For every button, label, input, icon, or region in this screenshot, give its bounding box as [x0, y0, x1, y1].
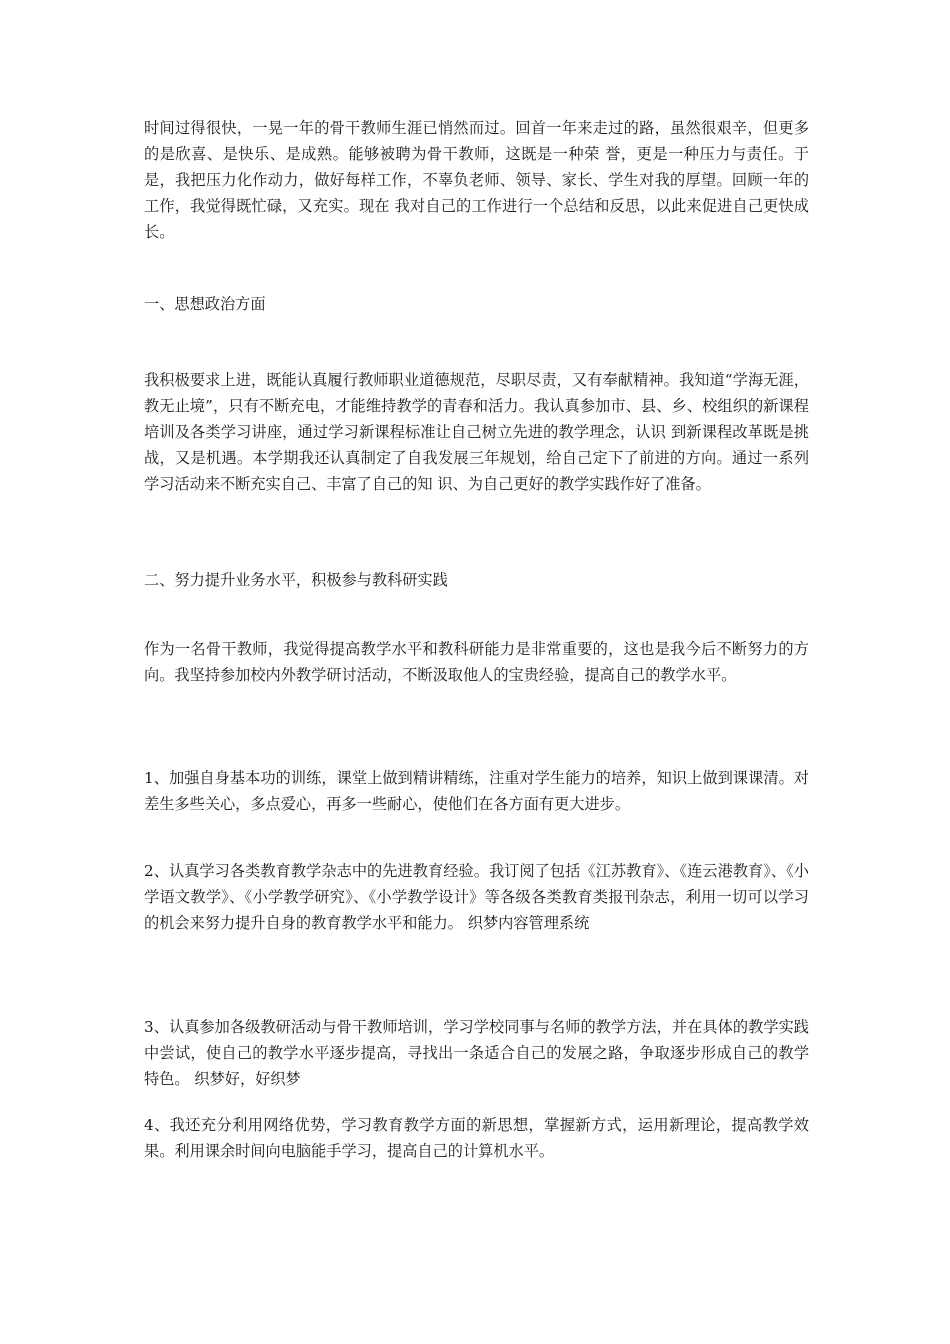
section-1-paragraph: 我积极要求上进，既能认真履行教师职业道德规范，尽职尽责，又有奉献精神。我知道“学海无涯，教无止境”，只有不断充电，才能维持教学的青春和活力。我认真参加市、县、乡、校组织的新课程培训及各类学习讲座，通过学习新课程标准让自己树立先进的教学理念，认识 到新课程改革既是挑战，又是机遇。本学期我还认真制定了自我发展三年规划，给自己定下了前进的方向。通过一系列学习活动来不断充实自己、丰富了自己的知 识、为自己更好的教学实践作好了准备。	[144, 371, 809, 493]
list-item-4: 4、我还充分利用网络优势，学习教育教学方面的新思想，掌握新方式，运用新理论，提高教学效果。利用课余时间向电脑能手学习，提高自己的计算机水平。	[144, 1116, 809, 1160]
section-1-heading: 一、思想政治方面	[144, 295, 266, 313]
intro-paragraph: 时间过得很快，一晃一年的骨干教师生涯已悄然而过。回首一年来走过的路，虽然很艰辛，但更多的是欣喜、是快乐、是成熟。能够被聘为骨干教师，这既是一种荣 誉，更是一种压力与责任。于是，我把压力化作动力，做好每样工作，不辜负老师、领导、家长、学生对我的厚望。回顾一年的工作，我觉得既忙碌，又充实。现在 我对自己的工作进行一个总结和反思，以此来促进自己更快成长。	[144, 119, 809, 241]
list-item-1: 1、加强自身基本功的训练，课堂上做到精讲精练，注重对学生能力的培养，知识上做到课课清。对差生多些关心，多点爱心，再多一些耐心，使他们在各方面有更大进步。	[144, 769, 809, 813]
section-2-paragraph: 作为一名骨干教师，我觉得提高教学水平和教科研能力是非常重要的，这也是我今后不断努力的方向。我坚持参加校内外教学研讨活动，不断汲取他人的宝贵经验，提高自己的教学水平。	[144, 640, 809, 684]
list-item-3: 3、认真参加各级教研活动与骨干教师培训，学习学校同事与名师的教学方法，并在具体的教学实践中尝试，使自己的教学水平逐步提高，寻找出一条适合自己的发展之路，争取逐步形成自己的教学特色。 织梦好，好织梦	[144, 1018, 809, 1088]
list-item-2: 2、认真学习各类教育教学杂志中的先进教育经验。我订阅了包括《江苏教育》、《连云港教育》、《小学语文教学》、《小学教学研究》、《小学教学设计》等各级各类教育类报刊杂志，利用一切可以学习的机会来努力提升自身的教育教学水平和能力。 织梦内容管理系统	[144, 862, 809, 932]
section-2-heading: 二、努力提升业务水平，积极参与教科研实践	[144, 571, 448, 589]
